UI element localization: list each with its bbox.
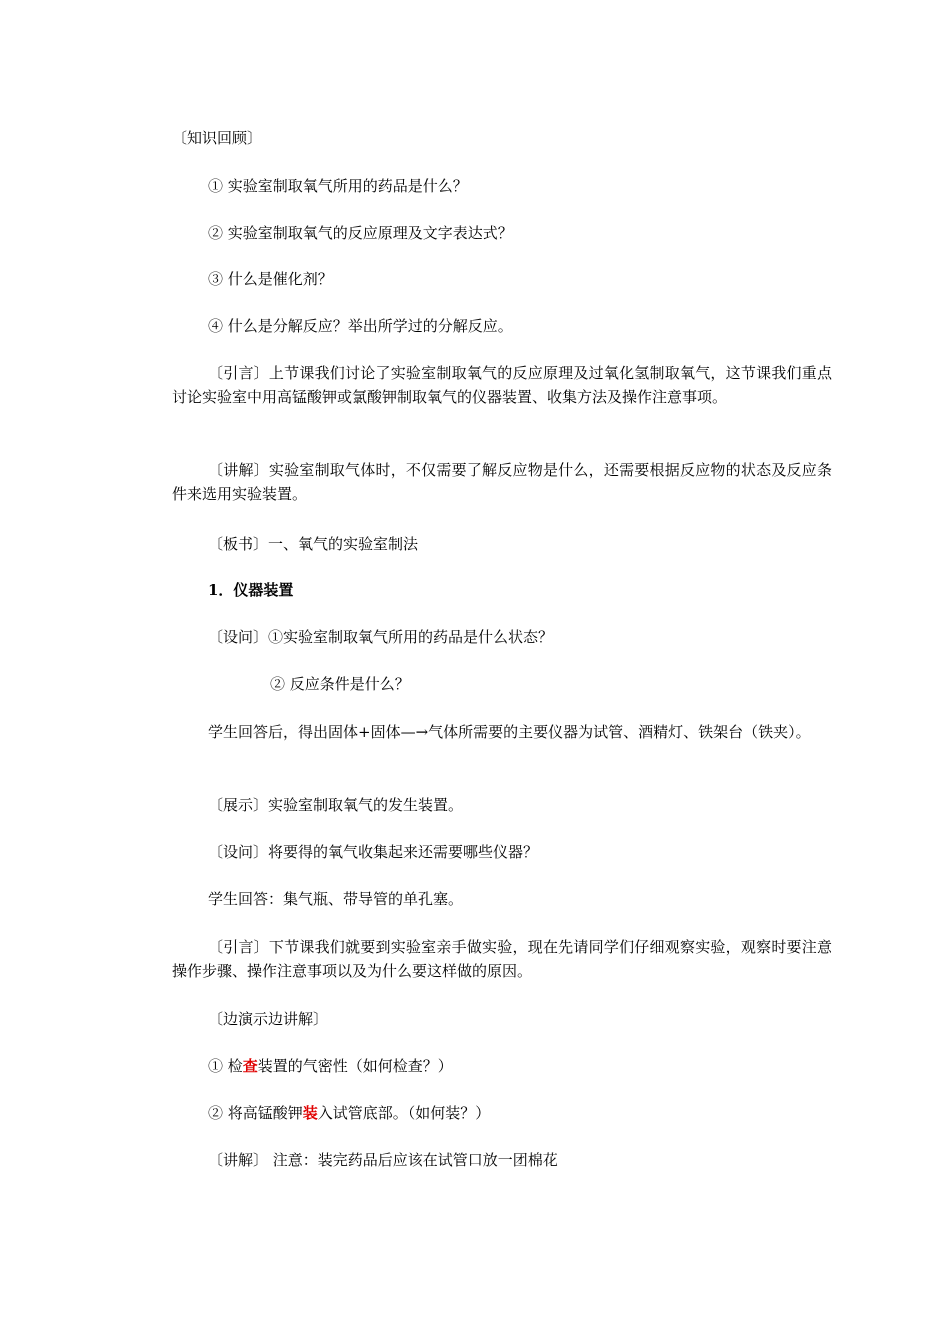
review-question-3: ③ 什么是催化剂？ <box>208 270 333 288</box>
step-1-suffix: 装置的气密性（如何检查？） <box>257 1057 453 1075</box>
step-2-prefix: ② 将高锰酸钾 <box>208 1104 303 1122</box>
question-1: 〔设问〕①实验室制取氧气所用的药品是什么状态？ <box>208 628 554 646</box>
student-answer-1: 学生回答后，得出固体+固体—→气体所需要的主要仪器为试管、酒精灯、铁架台（铁夹）。 <box>208 723 811 741</box>
step-2 <box>208 1101 868 1125</box>
demo-heading: 〔边演示边讲解〕 <box>208 1010 329 1028</box>
step-1-keyword: 查 <box>242 1057 258 1075</box>
review-question-1: ① 实验室制取氧气所用的药品是什么？ <box>208 177 468 195</box>
step-1-prefix: ① 检 <box>208 1057 243 1075</box>
step-1 <box>208 1054 868 1078</box>
show-note-1: 〔展示〕实验室制取氧气的发生装置。 <box>208 796 464 814</box>
review-question-2: ② 实验室制取氧气的反应原理及文字表达式？ <box>208 224 513 242</box>
review-question-4: ④ 什么是分解反应？举出所学过的分解反应。 <box>208 317 513 335</box>
review-heading: 〔知识回顾〕 <box>172 129 263 147</box>
board-note-1: 〔板书〕一、氧气的实验室制法 <box>208 535 419 553</box>
student-answer-2: 学生回答：集气瓶、带导管的单孔塞。 <box>208 890 464 908</box>
explain-paragraph-2: 〔讲解〕 注意：装完药品后应该在试管口放一团棉花 <box>208 1151 558 1169</box>
step-2-keyword: 装 <box>302 1104 318 1122</box>
step-2-suffix: 入试管底部。（如何装？） <box>317 1104 491 1122</box>
section-title-1: 1．仪器装置 <box>208 581 294 599</box>
question-2: 〔设问〕将要得的氧气收集起来还需要哪些仪器？ <box>208 843 539 861</box>
explain-paragraph-1: 〔讲解〕实验室制取气体时，不仅需要了解反应物是什么，还需要根据反应物的状态及反应条件来选用实验装置。 <box>172 461 832 503</box>
question-1b: ② 反应条件是什么？ <box>270 675 410 693</box>
intro-paragraph-2: 〔引言〕下节课我们就要到实验室亲手做实验，现在先请同学们仔细观察实验，观察时要注意操作步骤、操作注意事项以及为什么要这样做的原因。 <box>172 938 832 980</box>
intro-paragraph-1: 〔引言〕上节课我们讨论了实验室制取氧气的反应原理及过氧化氢制取氧气，这节课我们重点讨论实验室中用高锰酸钾或氯酸钾制取氧气的仪器装置、收集方法及操作注意事项。 <box>172 364 832 406</box>
